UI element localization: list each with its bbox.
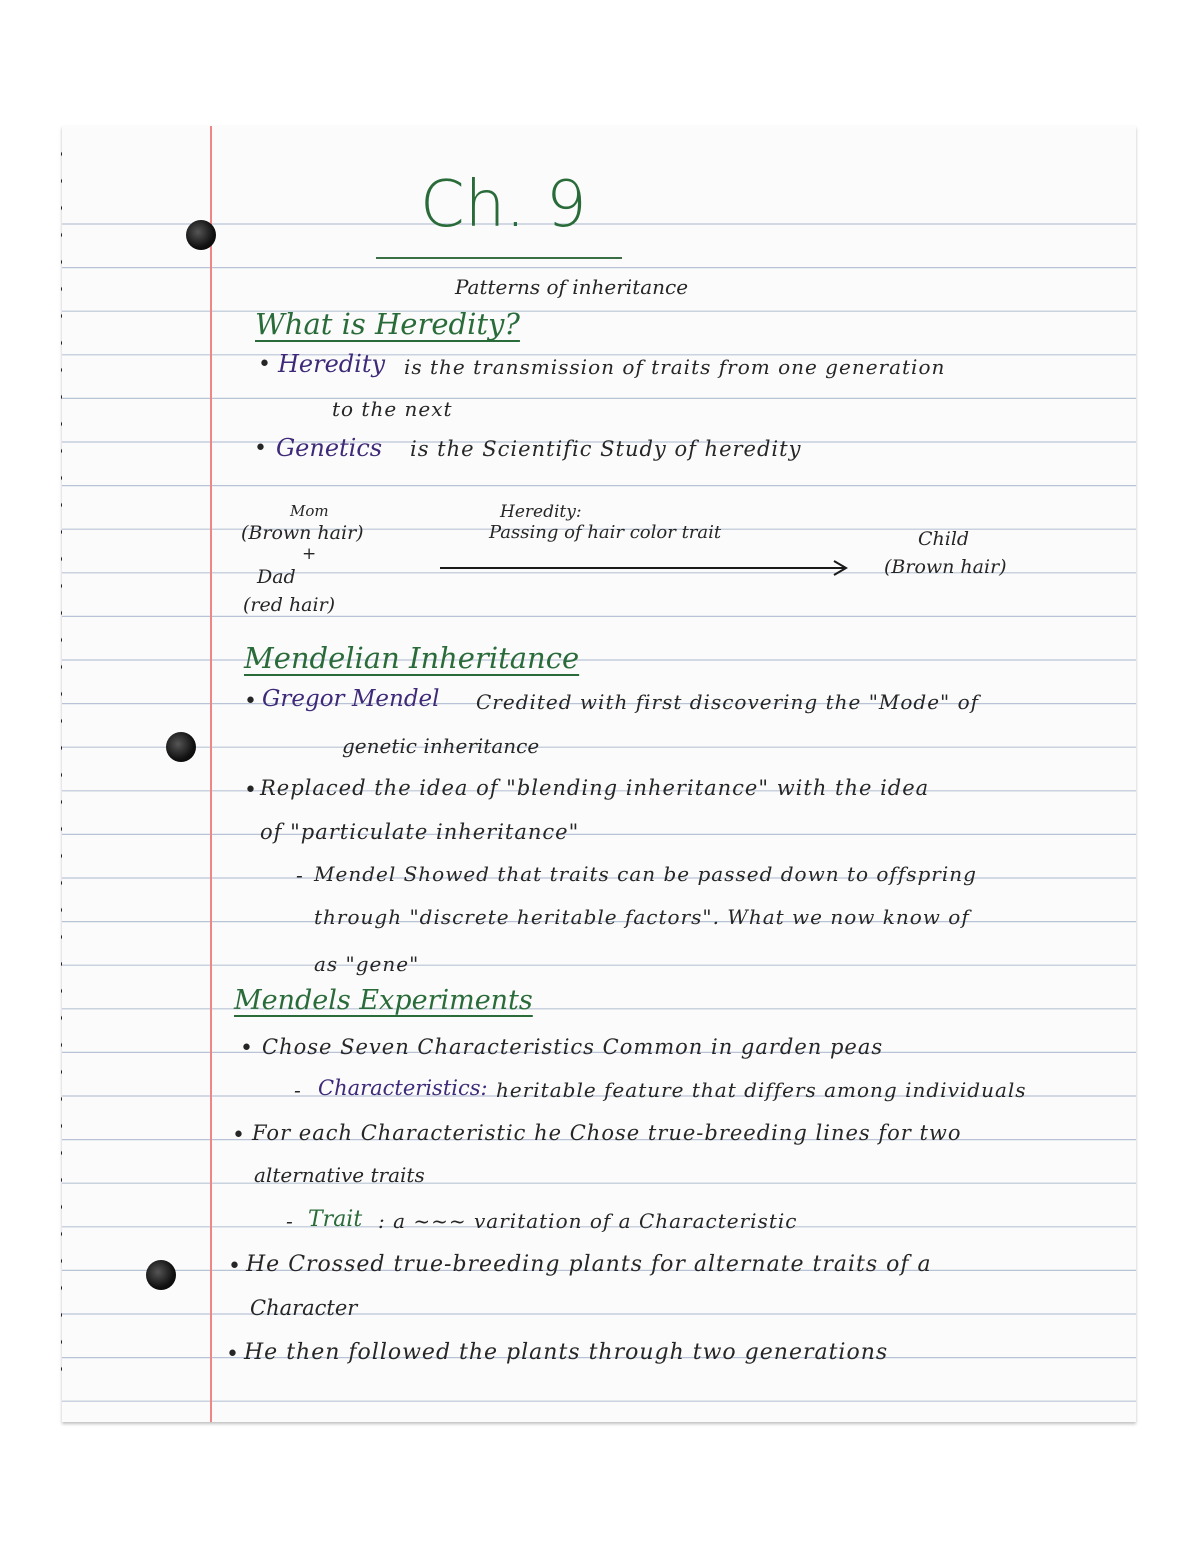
- sub-dash: -: [286, 1209, 293, 1233]
- characteristics-definition: heritable feature that differs among individuals: [496, 1078, 1027, 1102]
- title-underline: [376, 257, 622, 259]
- chose-seven: Chose Seven Characteristics Common in garden peas: [262, 1035, 884, 1059]
- mendel-showed-line3: as "gene": [314, 952, 420, 976]
- mendel-credit: Credited with first discovering the "Mode" of: [476, 690, 980, 714]
- genetics-definition: is the Scientific Study of heredity: [410, 437, 802, 461]
- true-breeding-line1: For each Characteristic he Chose true-breeding lines for two: [252, 1121, 962, 1145]
- bullet-dot: •: [226, 1342, 239, 1367]
- heading-mendelian-inheritance: Mendelian Inheritance: [244, 641, 580, 675]
- margin-line: [210, 126, 212, 1422]
- blending-line1: Replaced the idea of "blending inheritance" with the idea: [260, 776, 930, 800]
- heredity-definition: is the transmission of traits from one generation: [404, 355, 946, 379]
- heredity-definition-cont: to the next: [332, 397, 453, 421]
- label-plus: +: [302, 544, 317, 564]
- binder-hole-top: [186, 220, 216, 250]
- label-mom-hair: (Brown hair): [241, 522, 364, 544]
- subtitle: Patterns of inheritance: [455, 275, 689, 299]
- bullet-dot: •: [240, 1036, 253, 1061]
- true-breeding-line2: alternative traits: [254, 1163, 425, 1187]
- inheritance-arrow: [440, 558, 852, 578]
- label-dad-hair: (red hair): [243, 594, 336, 616]
- heading-mendels-experiments: Mendels Experiments: [234, 985, 533, 1016]
- bullet-dot: •: [254, 436, 267, 461]
- bullet-dot: •: [244, 689, 257, 714]
- bullet-dot: •: [244, 778, 257, 803]
- sub-dash: -: [294, 1078, 301, 1102]
- heading-what-is-heredity: What is Heredity?: [255, 307, 520, 341]
- mendel-showed-line1: Mendel Showed that traits can be passed down to offspring: [314, 862, 977, 886]
- binder-hole-middle: [166, 732, 196, 762]
- bullet-dot: •: [228, 1254, 241, 1279]
- label-mom: Mom: [290, 502, 329, 520]
- crossed-line1: He Crossed true-breeding plants for alternate traits of a: [246, 1252, 932, 1277]
- binder-hole-bottom: [146, 1260, 176, 1290]
- label-dad: Dad: [257, 566, 296, 588]
- mendel-credit-cont: genetic inheritance: [342, 734, 540, 758]
- trait-definition: : a ~~~ varitation of a Characteristic: [378, 1209, 798, 1233]
- label-child: Child: [918, 528, 970, 550]
- term-heredity: Heredity: [278, 350, 386, 378]
- bullet-dot: •: [258, 352, 271, 377]
- blending-line2: of "particulate inheritance": [260, 820, 580, 844]
- crossed-line2: Character: [250, 1296, 358, 1320]
- label-passing-trait: Passing of hair color trait: [489, 522, 722, 543]
- mendel-showed-line2: through "discrete heritable factors". What we now know of: [314, 905, 970, 929]
- followed-generations: He then followed the plants through two generations: [244, 1340, 889, 1365]
- sub-dash: -: [296, 863, 303, 887]
- term-characteristics: Characteristics:: [318, 1076, 488, 1100]
- bullet-dot: •: [232, 1123, 245, 1148]
- label-heredity: Heredity:: [500, 502, 582, 522]
- term-gregor-mendel: Gregor Mendel: [262, 686, 440, 712]
- term-genetics: Genetics: [276, 434, 383, 462]
- term-trait: Trait: [308, 1207, 363, 1232]
- label-child-hair: (Brown hair): [884, 556, 1007, 578]
- page-title: Ch. 9: [420, 168, 587, 242]
